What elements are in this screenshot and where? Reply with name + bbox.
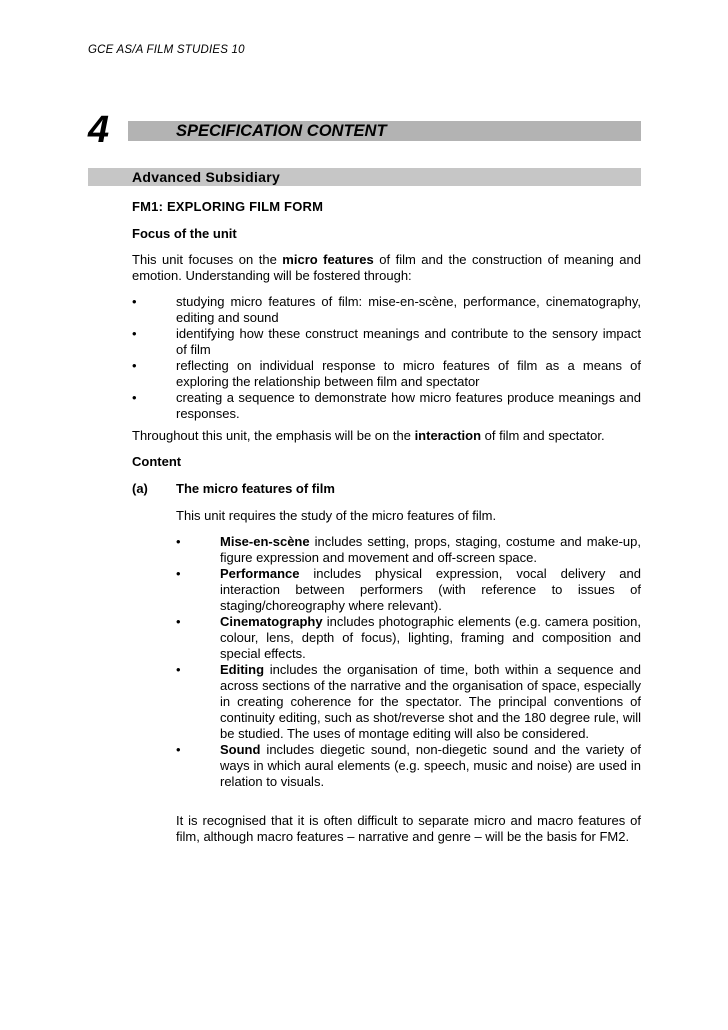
- bullet-icon: •: [132, 358, 137, 373]
- feature-term: Cinematography: [220, 614, 323, 629]
- feature-term: Sound: [220, 742, 261, 757]
- bullet-icon: •: [132, 326, 137, 341]
- unit-title: FM1: EXPLORING FILM FORM: [132, 199, 324, 214]
- bullet-icon: •: [176, 662, 181, 677]
- list-item: [176, 566, 641, 614]
- requires-paragraph: This unit requires the study of the micro features of film.: [176, 508, 497, 523]
- list-item-text: identifying how these construct meanings and contribute to the sensory impact of film: [176, 326, 641, 357]
- focus-bullet-list: [132, 294, 641, 422]
- subsection-title: Advanced Subsidiary: [132, 169, 281, 185]
- list-item: [132, 326, 641, 358]
- item-label: (a): [132, 481, 148, 496]
- section-title: SPECIFICATION CONTENT: [176, 122, 387, 140]
- intro-emphasis: micro features: [282, 252, 374, 267]
- bullet-icon: •: [176, 614, 181, 629]
- section-number: 4: [88, 109, 110, 151]
- feature-description: includes the organisation of time, both within a sequence and across sections of the narrative and the organisation of space, especially in creating coherence for the spectator. The principal conventions of continuity editing, such as shot/reverse shot and the 180 degree rule, will be studied. The uses of montage editing will also be considered.: [220, 662, 641, 741]
- list-item-text: reflecting on individual response to micro features of film as a means of exploring the relationship between film and spectator: [176, 358, 641, 389]
- throughout-emphasis: interaction: [414, 428, 482, 443]
- item-heading: The micro features of film: [176, 481, 335, 496]
- list-item-text: creating a sequence to demonstrate how micro features produce meanings and responses.: [176, 390, 641, 421]
- feature-description: includes physical expression, vocal delivery and interaction between performers (with reference to issues of staging/choreography where relevant).: [220, 566, 641, 613]
- micro-features-list: [176, 534, 641, 790]
- throughout-text-start: Throughout this unit, the emphasis will be on the: [132, 428, 415, 443]
- list-item: [132, 294, 641, 326]
- feature-term: Editing: [220, 662, 265, 677]
- throughout-text-end: of film and spectator.: [481, 428, 605, 443]
- bullet-icon: •: [132, 294, 137, 309]
- recognised-paragraph: It is recognised that it is often difficult to separate micro and macro features of film, although macro features – narrative and genre – will be the basis for FM2.: [176, 813, 641, 844]
- throughout-paragraph: [132, 428, 641, 444]
- feature-term: Mise-en-scène: [220, 534, 310, 549]
- feature-description: includes setting, props, staging, costume and make-up, figure expression and movement and off-screen space.: [220, 534, 641, 565]
- list-item: [176, 534, 641, 566]
- feature-term: Performance: [220, 566, 300, 581]
- bullet-icon: •: [176, 534, 181, 549]
- list-item: [132, 390, 641, 422]
- intro-text-end: of film and the construction of meaning and emotion. Understanding will be fostered through:: [132, 252, 641, 283]
- feature-description: includes diegetic sound, non-diegetic sound and the variety of ways in which aural elements (e.g. speech, music and noise) are used in relation to visuals.: [220, 742, 641, 789]
- running-header: GCE AS/A FILM STUDIES 10: [88, 44, 245, 56]
- intro-paragraph: [132, 252, 641, 284]
- list-item: [176, 742, 641, 790]
- content-heading: Content: [132, 454, 182, 469]
- list-item: [176, 614, 641, 662]
- feature-description: includes photographic elements (e.g. camera position, colour, lens, depth of focus), lighting, framing and composition and special effects.: [220, 614, 641, 661]
- intro-text-start: This unit focuses on the: [132, 252, 283, 267]
- bullet-icon: •: [176, 566, 181, 581]
- focus-heading: Focus of the unit: [132, 226, 237, 241]
- bullet-icon: •: [132, 390, 137, 405]
- bullet-icon: •: [176, 742, 181, 757]
- list-item-text: studying micro features of film: mise-en-scène, performance, cinematography, editing and sound: [176, 294, 641, 325]
- list-item: [132, 358, 641, 390]
- list-item: [176, 662, 641, 742]
